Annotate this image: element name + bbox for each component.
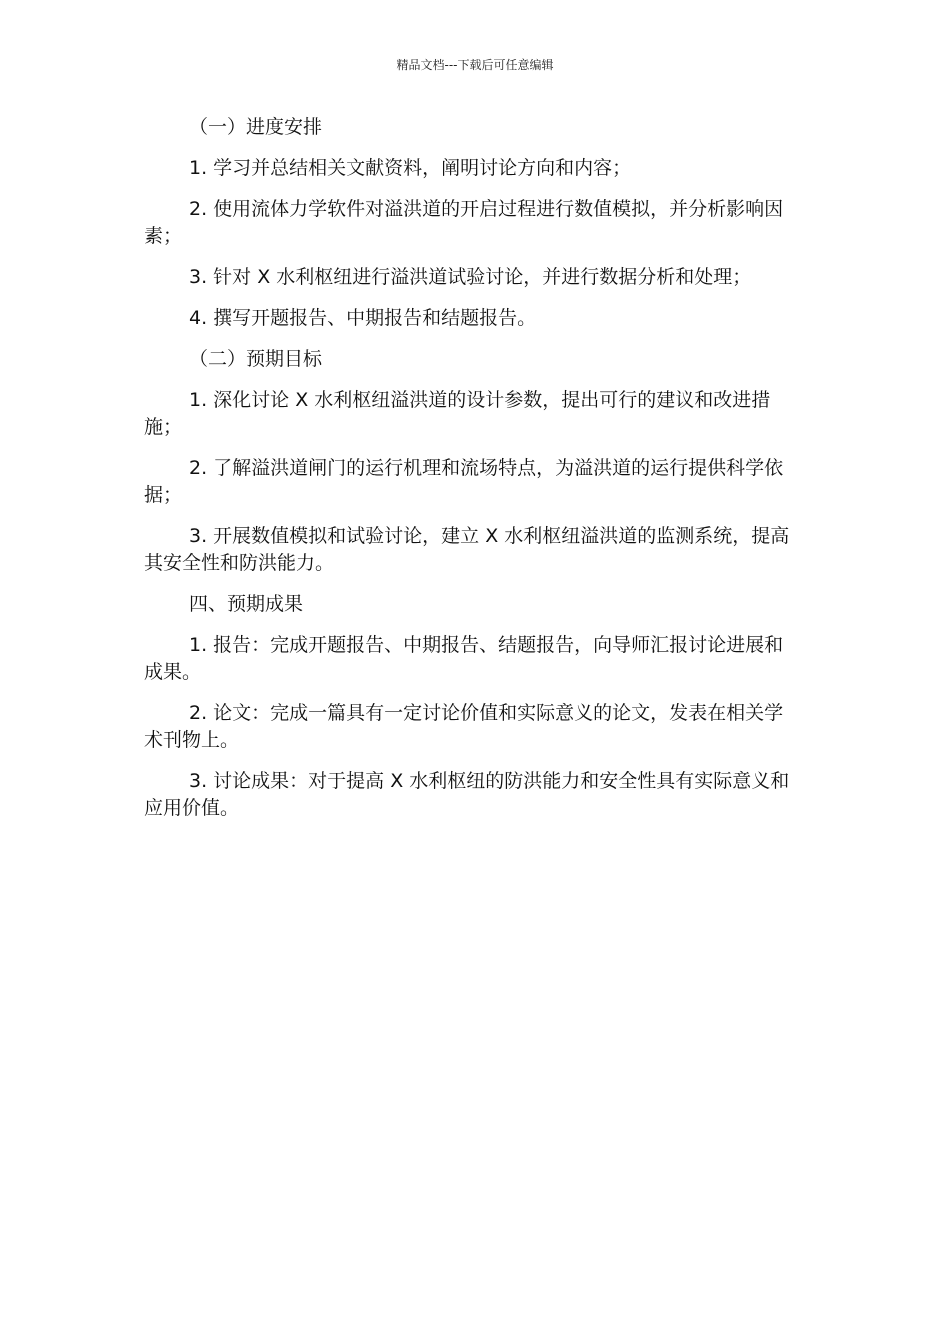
page-header: 精品文档---下载后可任意编辑	[396, 58, 554, 72]
section-heading-outcomes: 四、预期成果	[189, 593, 304, 615]
schedule-item-4: 4. 撰写开题报告、中期报告和结题报告。	[189, 307, 537, 329]
schedule-item-3: 3. 针对 X 水利枢纽进行溢洪道试验讨论，并进行数据分析和处理；	[189, 266, 752, 288]
goal-item-1: 1. 深化讨论 X 水利枢纽溢洪道的设计参数，提出可行的建议和改进措施；	[144, 389, 771, 438]
document-body	[144, 114, 800, 836]
outcome-item-3: 3. 讨论成果：对于提高 X 水利枢纽的防洪能力和安全性具有实际意义和应用价值。	[144, 770, 790, 819]
goal-item-3: 3. 开展数值模拟和试验讨论，建立 X 水利枢纽溢洪道的监测系统，提高其安全性和防洪能力。	[144, 525, 790, 574]
goal-item-2: 2. 了解溢洪道闸门的运行机理和流场特点，为溢洪道的运行提供科学依据；	[144, 457, 784, 506]
schedule-item-2: 2. 使用流体力学软件对溢洪道的开启过程进行数值模拟，并分析影响因素；	[144, 198, 784, 247]
subsection-heading-schedule: （一）进度安排	[189, 116, 323, 138]
subsection-heading-goals: （二）预期目标	[189, 348, 323, 370]
schedule-item-1: 1. 学习并总结相关文献资料，阐明讨论方向和内容；	[189, 157, 632, 179]
outcome-item-1: 1. 报告：完成开题报告、中期报告、结题报告，向导师汇报讨论进展和成果。	[144, 634, 784, 683]
outcome-item-2: 2. 论文：完成一篇具有一定讨论价值和实际意义的论文，发表在相关学术刊物上。	[144, 702, 784, 751]
